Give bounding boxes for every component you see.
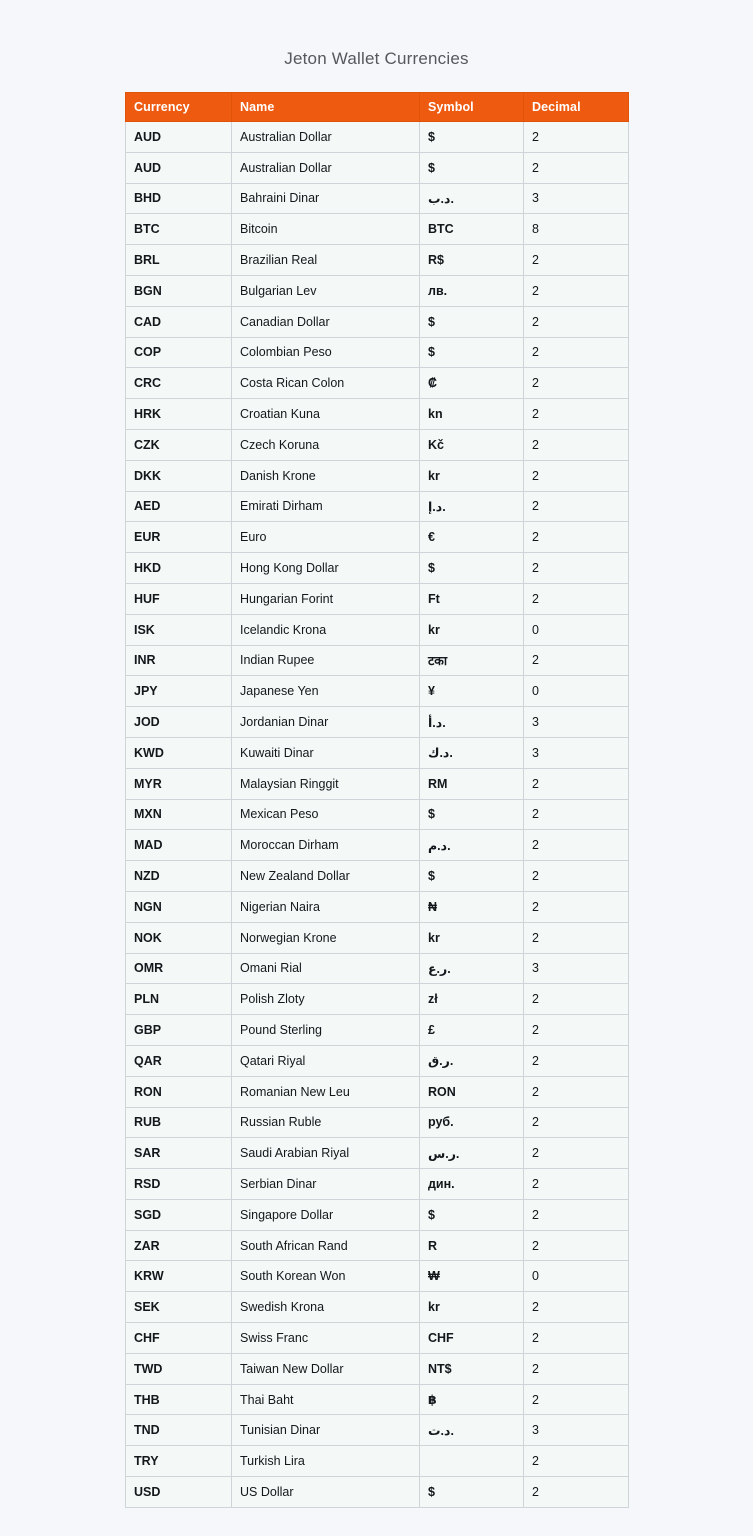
cell-currency: CAD xyxy=(126,306,232,337)
cell-decimal: 2 xyxy=(524,922,629,953)
table-row xyxy=(126,1261,629,1292)
table-row xyxy=(126,984,629,1015)
cell-currency: CRC xyxy=(126,368,232,399)
cell-decimal: 2 xyxy=(524,1045,629,1076)
cell-decimal: 8 xyxy=(524,214,629,245)
table-row xyxy=(126,645,629,676)
cell-currency: NOK xyxy=(126,922,232,953)
cell-currency: TWD xyxy=(126,1353,232,1384)
cell-name: Emirati Dirham xyxy=(232,491,420,522)
cell-decimal: 2 xyxy=(524,1446,629,1477)
cell-currency: KWD xyxy=(126,737,232,768)
cell-decimal: 2 xyxy=(524,891,629,922)
cell-name: Costa Rican Colon xyxy=(232,368,420,399)
table-body xyxy=(126,122,629,1508)
cell-name: Bahraini Dinar xyxy=(232,183,420,214)
cell-currency: CZK xyxy=(126,429,232,460)
table-row xyxy=(126,1415,629,1446)
cell-currency: BGN xyxy=(126,275,232,306)
table-row xyxy=(126,861,629,892)
currency-table-container xyxy=(125,70,628,1508)
table-row xyxy=(126,1107,629,1138)
cell-decimal: 2 xyxy=(524,460,629,491)
cell-name: Japanese Yen xyxy=(232,676,420,707)
cell-decimal: 2 xyxy=(524,1353,629,1384)
cell-name: Malaysian Ringgit xyxy=(232,768,420,799)
cell-symbol: ¥ xyxy=(420,676,524,707)
cell-decimal: 2 xyxy=(524,553,629,584)
cell-name: New Zealand Dollar xyxy=(232,861,420,892)
cell-symbol: $ xyxy=(420,861,524,892)
cell-decimal: 2 xyxy=(524,522,629,553)
table-row xyxy=(126,122,629,153)
cell-currency: NZD xyxy=(126,861,232,892)
table-row xyxy=(126,830,629,861)
cell-decimal: 2 xyxy=(524,1384,629,1415)
cell-name: Colombian Peso xyxy=(232,337,420,368)
cell-decimal: 2 xyxy=(524,245,629,276)
cell-symbol: $ xyxy=(420,1477,524,1508)
cell-name: Australian Dollar xyxy=(232,152,420,183)
cell-decimal: 0 xyxy=(524,614,629,645)
cell-decimal: 3 xyxy=(524,953,629,984)
cell-currency: NGN xyxy=(126,891,232,922)
table-row xyxy=(126,799,629,830)
cell-decimal: 2 xyxy=(524,337,629,368)
cell-symbol: $ xyxy=(420,306,524,337)
table-row xyxy=(126,1446,629,1477)
cell-decimal: 2 xyxy=(524,491,629,522)
cell-symbol: Kč xyxy=(420,429,524,460)
cell-decimal: 2 xyxy=(524,399,629,430)
cell-decimal: 2 xyxy=(524,984,629,1015)
cell-currency: BRL xyxy=(126,245,232,276)
cell-symbol: kr xyxy=(420,1292,524,1323)
cell-decimal: 3 xyxy=(524,737,629,768)
cell-name: Turkish Lira xyxy=(232,1446,420,1477)
table-row xyxy=(126,953,629,984)
table-row xyxy=(126,275,629,306)
cell-decimal: 2 xyxy=(524,1076,629,1107)
table-row xyxy=(126,1045,629,1076)
cell-decimal: 2 xyxy=(524,1169,629,1200)
cell-symbol: руб. xyxy=(420,1107,524,1138)
cell-name: Hungarian Forint xyxy=(232,583,420,614)
cell-currency: ISK xyxy=(126,614,232,645)
cell-currency: MXN xyxy=(126,799,232,830)
table-row xyxy=(126,491,629,522)
table-row xyxy=(126,245,629,276)
cell-name: Omani Rial xyxy=(232,953,420,984)
cell-symbol: ₦ xyxy=(420,891,524,922)
cell-name: Thai Baht xyxy=(232,1384,420,1415)
cell-symbol: RON xyxy=(420,1076,524,1107)
cell-name: Mexican Peso xyxy=(232,799,420,830)
cell-symbol: Ft xyxy=(420,583,524,614)
table-row xyxy=(126,707,629,738)
cell-decimal: 2 xyxy=(524,429,629,460)
column-header-decimal[interactable]: Decimal xyxy=(524,93,629,122)
cell-name: Euro xyxy=(232,522,420,553)
cell-name: Pound Sterling xyxy=(232,1015,420,1046)
cell-symbol: R$ xyxy=(420,245,524,276)
cell-name: Czech Koruna xyxy=(232,429,420,460)
cell-symbol: RM xyxy=(420,768,524,799)
cell-currency: TRY xyxy=(126,1446,232,1477)
cell-name: Serbian Dinar xyxy=(232,1169,420,1200)
cell-decimal: 2 xyxy=(524,1323,629,1354)
table-row xyxy=(126,337,629,368)
table-row xyxy=(126,1477,629,1508)
cell-decimal: 2 xyxy=(524,306,629,337)
cell-decimal: 2 xyxy=(524,1292,629,1323)
cell-symbol: د.أ. xyxy=(420,707,524,738)
cell-currency: KRW xyxy=(126,1261,232,1292)
cell-currency: MYR xyxy=(126,768,232,799)
cell-name: Russian Ruble xyxy=(232,1107,420,1138)
cell-name: Swiss Franc xyxy=(232,1323,420,1354)
table-row xyxy=(126,1353,629,1384)
cell-currency: SGD xyxy=(126,1199,232,1230)
cell-symbol: $ xyxy=(420,122,524,153)
table-row xyxy=(126,1323,629,1354)
cell-currency: JOD xyxy=(126,707,232,738)
cell-symbol: NT$ xyxy=(420,1353,524,1384)
cell-name: Icelandic Krona xyxy=(232,614,420,645)
cell-decimal: 2 xyxy=(524,799,629,830)
cell-decimal: 2 xyxy=(524,1138,629,1169)
cell-name: Bitcoin xyxy=(232,214,420,245)
cell-name: Moroccan Dirham xyxy=(232,830,420,861)
cell-symbol: kr xyxy=(420,922,524,953)
cell-symbol xyxy=(420,1446,524,1477)
cell-name: Bulgarian Lev xyxy=(232,275,420,306)
cell-decimal: 2 xyxy=(524,152,629,183)
table-row xyxy=(126,1015,629,1046)
cell-currency: EUR xyxy=(126,522,232,553)
cell-decimal: 0 xyxy=(524,1261,629,1292)
cell-currency: CHF xyxy=(126,1323,232,1354)
cell-decimal: 2 xyxy=(524,1107,629,1138)
cell-symbol: ฿ xyxy=(420,1384,524,1415)
cell-currency: JPY xyxy=(126,676,232,707)
cell-name: Nigerian Naira xyxy=(232,891,420,922)
cell-decimal: 2 xyxy=(524,368,629,399)
table-row xyxy=(126,676,629,707)
cell-decimal: 2 xyxy=(524,645,629,676)
cell-name: Croatian Kuna xyxy=(232,399,420,430)
cell-currency: ZAR xyxy=(126,1230,232,1261)
table-header xyxy=(126,93,629,122)
cell-currency: HUF xyxy=(126,583,232,614)
table-row xyxy=(126,429,629,460)
cell-currency: AUD xyxy=(126,122,232,153)
cell-currency: HKD xyxy=(126,553,232,584)
cell-currency: RSD xyxy=(126,1169,232,1200)
cell-symbol: kr xyxy=(420,614,524,645)
cell-currency: COP xyxy=(126,337,232,368)
cell-currency: AUD xyxy=(126,152,232,183)
cell-symbol: € xyxy=(420,522,524,553)
table-row xyxy=(126,1230,629,1261)
cell-decimal: 2 xyxy=(524,768,629,799)
cell-symbol: $ xyxy=(420,799,524,830)
cell-name: South Korean Won xyxy=(232,1261,420,1292)
cell-currency: MAD xyxy=(126,830,232,861)
table-row xyxy=(126,891,629,922)
table-row xyxy=(126,922,629,953)
cell-currency: AED xyxy=(126,491,232,522)
cell-currency: RUB xyxy=(126,1107,232,1138)
table-row xyxy=(126,768,629,799)
cell-symbol: $ xyxy=(420,152,524,183)
table-header-row xyxy=(126,93,629,122)
cell-name: Tunisian Dinar xyxy=(232,1415,420,1446)
cell-symbol: د.ت. xyxy=(420,1415,524,1446)
cell-currency: DKK xyxy=(126,460,232,491)
cell-name: Saudi Arabian Riyal xyxy=(232,1138,420,1169)
cell-currency: BHD xyxy=(126,183,232,214)
cell-name: Swedish Krona xyxy=(232,1292,420,1323)
cell-name: Qatari Riyal xyxy=(232,1045,420,1076)
cell-symbol: ر.س. xyxy=(420,1138,524,1169)
cell-decimal: 2 xyxy=(524,1477,629,1508)
cell-decimal: 2 xyxy=(524,1015,629,1046)
table-row xyxy=(126,1199,629,1230)
table-row xyxy=(126,306,629,337)
cell-decimal: 3 xyxy=(524,183,629,214)
cell-decimal: 2 xyxy=(524,861,629,892)
cell-currency: USD xyxy=(126,1477,232,1508)
cell-currency: GBP xyxy=(126,1015,232,1046)
table-row xyxy=(126,1384,629,1415)
table-row xyxy=(126,1169,629,1200)
cell-symbol: $ xyxy=(420,337,524,368)
cell-name: Danish Krone xyxy=(232,460,420,491)
cell-symbol: лв. xyxy=(420,275,524,306)
column-header-currency[interactable]: Currency xyxy=(126,93,232,122)
cell-decimal: 2 xyxy=(524,1230,629,1261)
table-row xyxy=(126,183,629,214)
table-row xyxy=(126,1076,629,1107)
cell-name: Indian Rupee xyxy=(232,645,420,676)
cell-currency: OMR xyxy=(126,953,232,984)
cell-symbol: kr xyxy=(420,460,524,491)
cell-symbol: R xyxy=(420,1230,524,1261)
cell-decimal: 3 xyxy=(524,1415,629,1446)
cell-symbol: kn xyxy=(420,399,524,430)
cell-name: Kuwaiti Dinar xyxy=(232,737,420,768)
cell-name: US Dollar xyxy=(232,1477,420,1508)
table-row xyxy=(126,522,629,553)
cell-name: Polish Zloty xyxy=(232,984,420,1015)
table-row xyxy=(126,553,629,584)
cell-name: Jordanian Dinar xyxy=(232,707,420,738)
cell-symbol: د.م. xyxy=(420,830,524,861)
table-row xyxy=(126,614,629,645)
cell-symbol: د.إ. xyxy=(420,491,524,522)
column-header-symbol[interactable]: Symbol xyxy=(420,93,524,122)
cell-symbol: ₩ xyxy=(420,1261,524,1292)
cell-name: Canadian Dollar xyxy=(232,306,420,337)
cell-decimal: 2 xyxy=(524,122,629,153)
cell-decimal: 2 xyxy=(524,275,629,306)
cell-currency: RON xyxy=(126,1076,232,1107)
cell-currency: THB xyxy=(126,1384,232,1415)
cell-name: Brazilian Real xyxy=(232,245,420,276)
cell-currency: QAR xyxy=(126,1045,232,1076)
cell-decimal: 2 xyxy=(524,583,629,614)
table-row xyxy=(126,399,629,430)
cell-name: Romanian New Leu xyxy=(232,1076,420,1107)
page-title: Jeton Wallet Currencies xyxy=(284,49,469,68)
cell-name: Australian Dollar xyxy=(232,122,420,153)
column-header-name[interactable]: Name xyxy=(232,93,420,122)
cell-symbol: ر.ع. xyxy=(420,953,524,984)
cell-symbol: $ xyxy=(420,553,524,584)
cell-decimal: 3 xyxy=(524,707,629,738)
table-row xyxy=(126,1138,629,1169)
table-row xyxy=(126,152,629,183)
cell-decimal: 2 xyxy=(524,1199,629,1230)
table-row xyxy=(126,737,629,768)
cell-symbol: дин. xyxy=(420,1169,524,1200)
cell-name: South African Rand xyxy=(232,1230,420,1261)
table-row xyxy=(126,583,629,614)
cell-currency: SAR xyxy=(126,1138,232,1169)
cell-symbol: ر.ق. xyxy=(420,1045,524,1076)
cell-currency: SEK xyxy=(126,1292,232,1323)
cell-symbol: ₡ xyxy=(420,368,524,399)
cell-currency: INR xyxy=(126,645,232,676)
cell-decimal: 2 xyxy=(524,830,629,861)
cell-symbol: £ xyxy=(420,1015,524,1046)
table-row xyxy=(126,368,629,399)
cell-symbol: टका xyxy=(420,645,524,676)
cell-currency: BTC xyxy=(126,214,232,245)
cell-symbol: zł xyxy=(420,984,524,1015)
table-row xyxy=(126,214,629,245)
cell-symbol: CHF xyxy=(420,1323,524,1354)
cell-name: Singapore Dollar xyxy=(232,1199,420,1230)
table-row xyxy=(126,460,629,491)
cell-currency: TND xyxy=(126,1415,232,1446)
table-row xyxy=(126,1292,629,1323)
cell-symbol: د.ك. xyxy=(420,737,524,768)
cell-symbol: $ xyxy=(420,1199,524,1230)
currency-table xyxy=(125,92,629,1508)
cell-decimal: 0 xyxy=(524,676,629,707)
cell-name: Hong Kong Dollar xyxy=(232,553,420,584)
cell-currency: PLN xyxy=(126,984,232,1015)
cell-symbol: BTC xyxy=(420,214,524,245)
cell-name: Taiwan New Dollar xyxy=(232,1353,420,1384)
cell-name: Norwegian Krone xyxy=(232,922,420,953)
cell-currency: HRK xyxy=(126,399,232,430)
cell-symbol: د.ب. xyxy=(420,183,524,214)
